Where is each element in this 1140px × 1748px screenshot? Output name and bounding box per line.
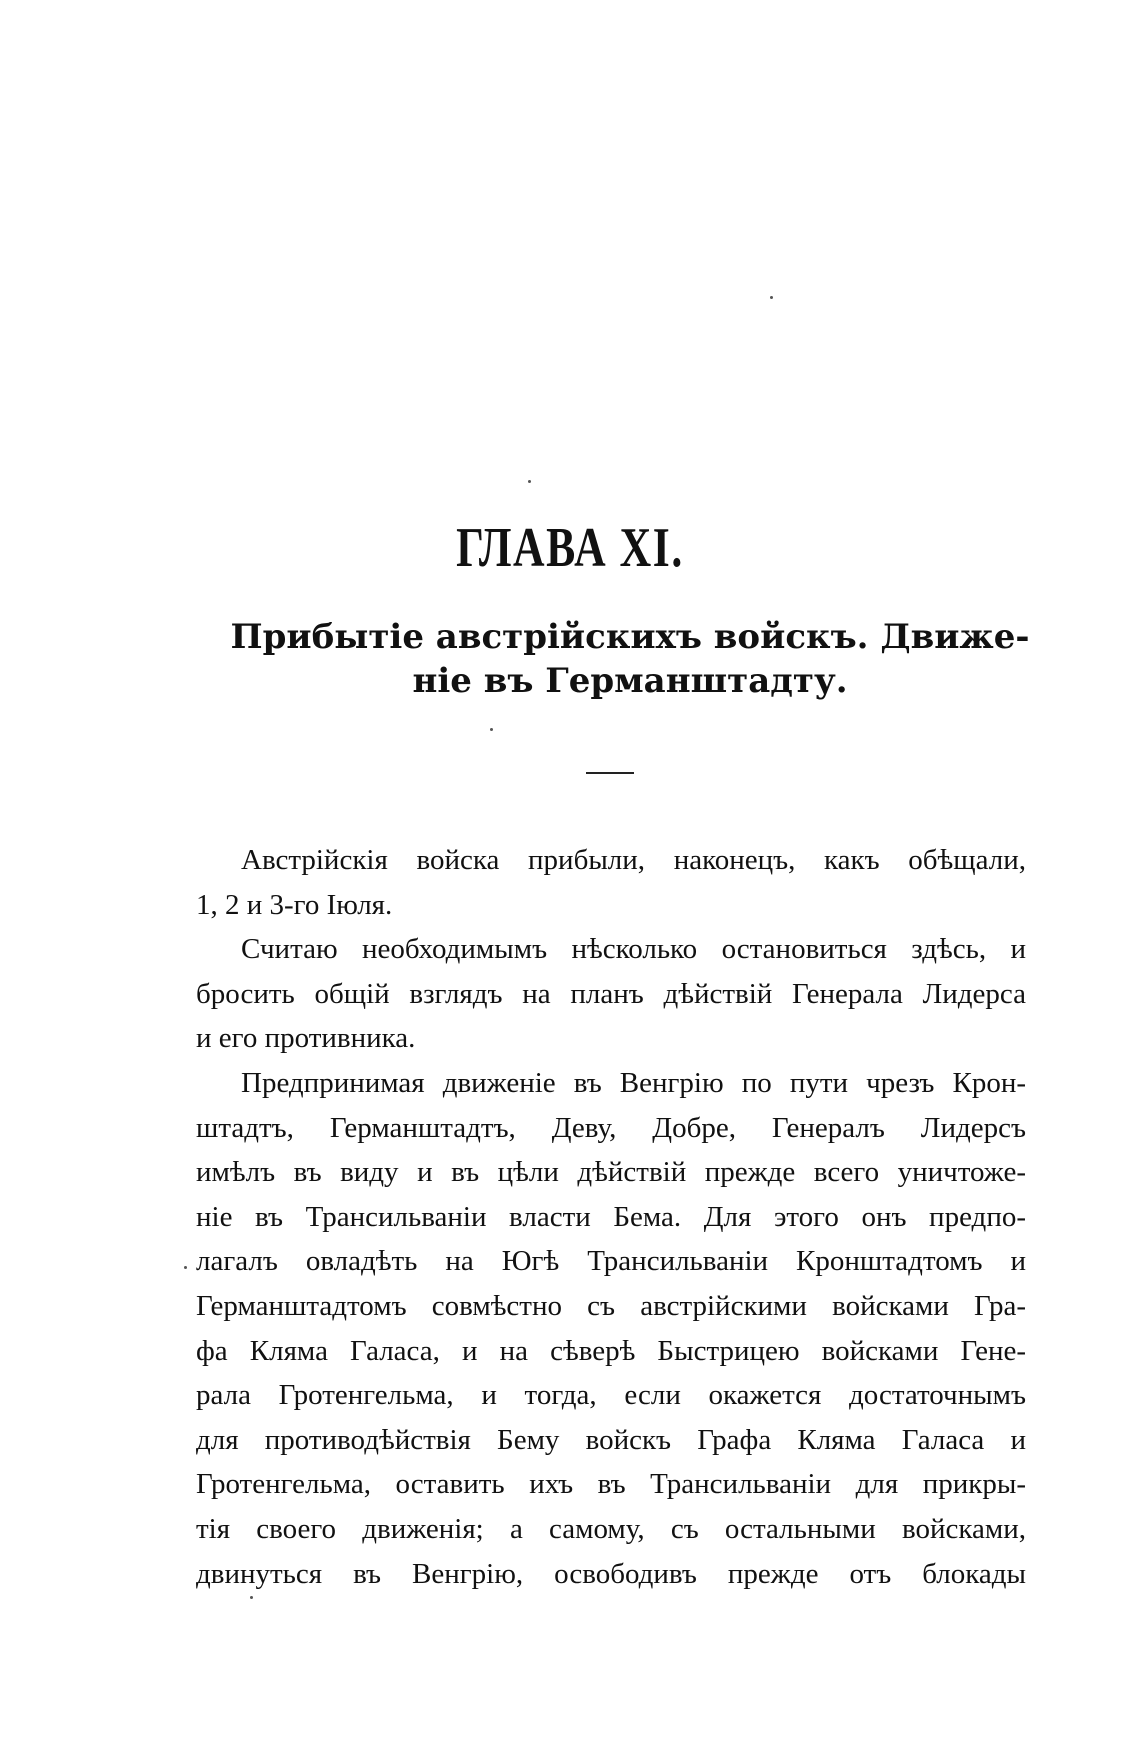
text-line: и его противника. [196,1022,416,1055]
scan-speck [770,296,773,299]
text-line: двинуться въ Венгрію, освободивъ прежде отъ блокады [196,1557,1026,1590]
text-line: имѣлъ въ виду и въ цѣли дѣйствій прежде всего уничтоже- [196,1156,1026,1189]
text-line: Австрійскія войска прибыли, наконецъ, какъ обѣщали, [241,844,1026,876]
scan-speck [184,1266,187,1269]
subtitle-line-2: ніе въ Германштадту. [412,661,848,701]
text-line: для противодѣйствія Бему войскъ Графа Кляма Галаса и [196,1423,1026,1456]
text-line: фа Кляма Галаса, и на сѣверѣ Быстрицею войсками Гене- [196,1334,1026,1367]
text-line: 1, 2 и 3-го Іюля. [196,888,393,921]
body-text [196,838,1026,1596]
text-line: Гротенгельма, оставить ихъ въ Трансильваніи для прикры- [196,1468,1026,1501]
text-line: тія своего движенія; а самому, съ остальными войсками, [196,1512,1026,1545]
chapter-subtitle [200,615,1060,703]
scan-speck [528,480,531,483]
text-line: Предпринимая движеніе въ Венгрію по пути чрезъ Крон- [241,1066,1026,1099]
text-line: Считаю необходимымъ нѣсколько остановиться здѣсь, и [241,933,1026,966]
text-line: лагалъ овладѣть на Югѣ Трансильваніи Кронштадтомъ и [196,1245,1026,1278]
scan-speck [490,728,493,731]
text-line: ніе въ Трансильваніи власти Бема. Для этого онъ предпо- [196,1200,1026,1233]
text-line: бросить общій взглядъ на планъ дѣйствій Генерала Лидерса [196,977,1026,1010]
text-line: штадтъ, Германштадтъ, Деву, Добре, Генералъ Лидерсъ [196,1111,1026,1144]
scan-speck [250,1596,253,1599]
chapter-title: ГЛАВА XI. [456,517,684,579]
subtitle-line-1: Прибытіе австрійскихъ войскъ. Движе- [230,617,1030,657]
text-line: Германштадтомъ совмѣстно съ австрійскими войсками Гра- [196,1289,1026,1322]
text-line: рала Гротенгельма, и тогда, если окажется достаточнымъ [196,1379,1026,1412]
section-divider [586,772,634,774]
